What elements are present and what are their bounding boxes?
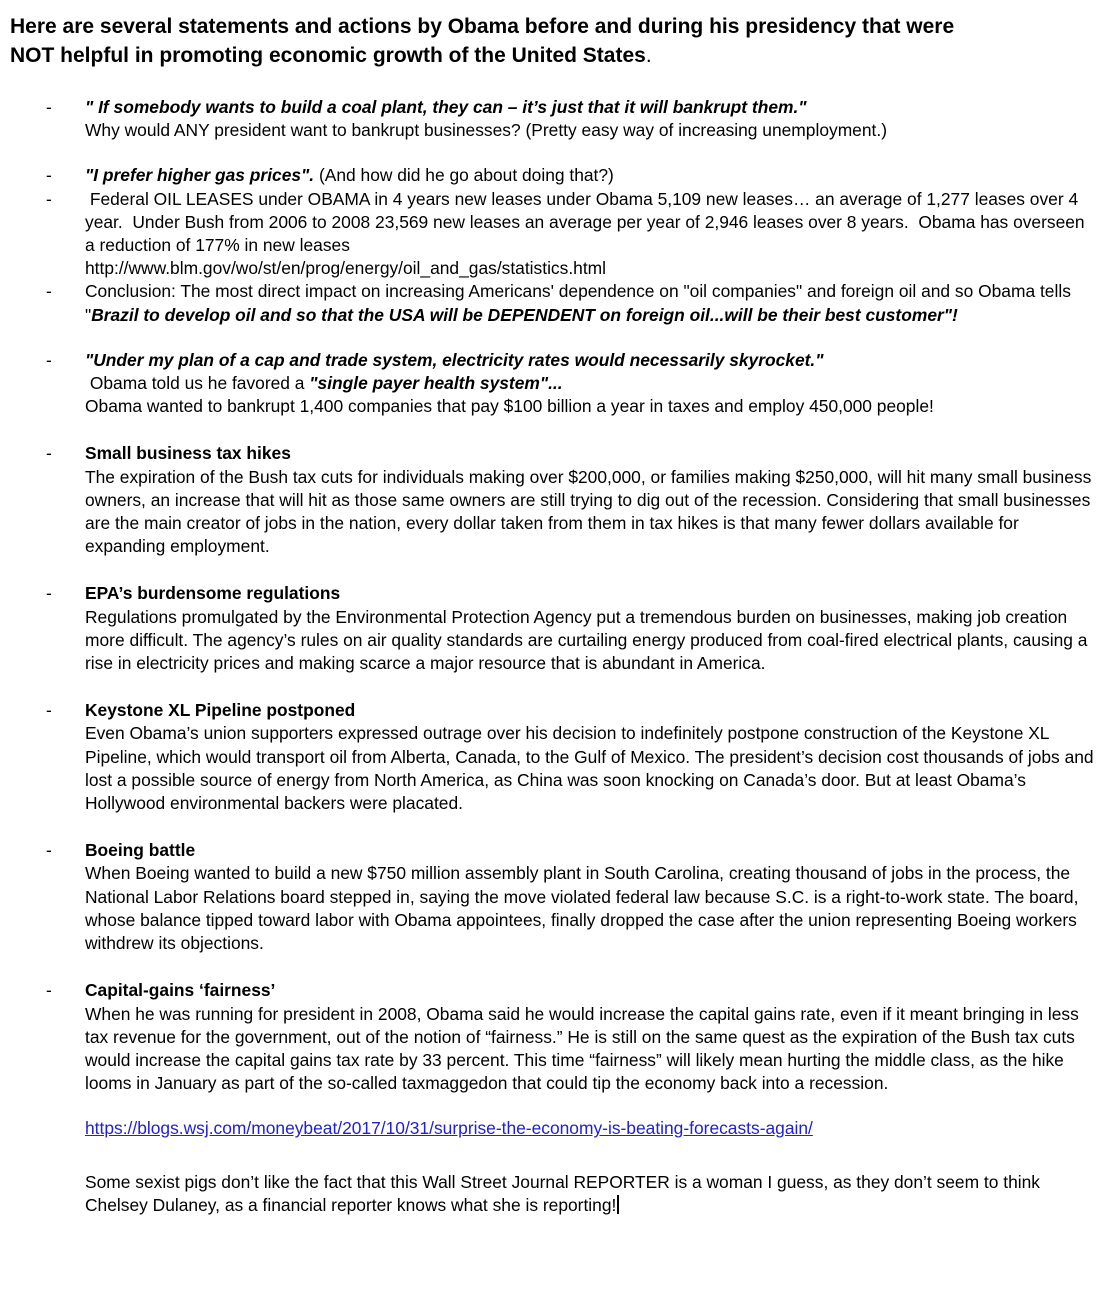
text-line [10, 41, 1094, 70]
text-run: . [645, 44, 652, 67]
closing-remark [0, 1171, 1094, 1217]
bullet-conclusion [0, 280, 1094, 326]
link-line [0, 1117, 1094, 1140]
text-line [10, 12, 1094, 41]
bullet-coal-plant-quote [0, 96, 1094, 142]
bullet-capital-gains [0, 979, 1094, 1095]
text-line [85, 119, 1094, 142]
text-run: NOT helpful in promoting economic growth of the United States [10, 44, 646, 67]
text-run: EPA’s burdensome regulations [85, 583, 341, 604]
text-line [85, 442, 1094, 465]
bullet-epa-regulations [0, 582, 1094, 675]
bullet-oil-leases [0, 188, 1094, 281]
text-line [85, 164, 1094, 187]
text-run: http://www.blm.gov/wo/st/en/prog/energy/oil_and_gas/statistics.html [85, 258, 607, 279]
text-run: "I prefer higher gas prices". [85, 165, 315, 186]
text-line [85, 466, 1097, 559]
bullet-small-business-tax-hikes [0, 442, 1097, 558]
text-run: Conclusion: The most direct impact on increasing Americans' dependence on "oil companies" and foreign oil and so Obama tells " [85, 281, 1076, 325]
text-run: Brazil to develop oil and so that the USA will be DEPENDENT on foreign oil...will be their best customer"! [91, 304, 958, 325]
text-run: Capital-gains ‘fairness’ [85, 980, 276, 1001]
text-line [85, 699, 1094, 722]
text-line [85, 395, 1094, 418]
text-run: Regulations promulgated by the Environmental Protection Agency put a tremendous burden on businesses, making job creation more difficult. The agency’s rules on air quality standards are curtailing energy produced from coal-fired electrical plants, causing a rise in electricity prices and making scarce a major resource that is abundant in America. [85, 606, 1093, 674]
text-line [85, 349, 1094, 372]
bullet-cap-and-trade [0, 349, 1094, 419]
text-run: Why would ANY president want to bankrupt businesses? (Pretty easy way of increasing unemployment.) [85, 120, 887, 141]
bullet-keystone-pipeline [0, 699, 1099, 815]
text-run: "single payer health system"... [309, 373, 563, 394]
text-line [85, 979, 1094, 1002]
text-line [85, 188, 1094, 258]
text-line [85, 582, 1094, 605]
text-line [85, 280, 1094, 326]
text-run: The expiration of the Bush tax cuts for individuals making over $200,000, or families making $250,000, will hit many small business owners, an increase that will hit as those same owners are still trying to dig out of the recession. Considering that small businesses are the main creator of jobs in the nation, every dollar taken from them in tax hikes is that many fewer dollars available for expanding employment. [85, 466, 1097, 557]
text-run: (And how did he go about doing that?) [314, 165, 614, 186]
bullet-boeing-battle [0, 839, 1094, 955]
bullet-marker: - [46, 840, 52, 861]
bullet-marker: - [46, 165, 52, 186]
text-run: Obama told us he favored a [85, 373, 310, 394]
text-run: Here are several statements and actions by Obama before and during his presidency that were [10, 15, 955, 38]
bullet-marker: - [46, 349, 52, 370]
text-run: Keystone XL Pipeline postponed [85, 700, 356, 721]
text-line [85, 1003, 1094, 1096]
text-run: "Under my plan of a cap and trade system, electricity rates would necessarily skyrocket." [85, 349, 824, 370]
bullet-marker: - [46, 188, 52, 209]
text-line [85, 839, 1094, 862]
bullet-marker: - [46, 583, 52, 604]
text-run: Even Obama’s union supporters expressed outrage over his decision to indefinitely postpone construction of the Keystone XL Pipeline, which would transport oil from Alberta, Canada, to the Gulf of Mexico. The president’s decision cost thousands of jobs and lost a possible source of energy from North America, as China was soon knocking on Canada’s door. But at least Obama’s Hollywood environmental backers were placated. [85, 723, 1099, 814]
text-run: Boeing battle [85, 840, 196, 861]
document-title [0, 12, 1094, 70]
text-cursor [617, 1195, 619, 1214]
bullet-marker: - [46, 700, 52, 721]
text-run: Obama wanted to bankrupt 1,400 companies that pay $100 billion a year in taxes and employ 450,000 people! [85, 396, 934, 417]
text-line [85, 96, 1094, 119]
text-run: When he was running for president in 2008, Obama said he would increase the capital gains rate, even if it meant bringing in less tax revenue for the government, out of the notion of “fairness.” He is still on the same quest as the expiration of the Bush tax cuts would increase the capital gains tax rate by 33 percent. This time “fairness” will likely mean hurting the middle class, as the hike looms in January as part of the so-called taxmaggedon that could tip the economy back into a recession. [85, 1003, 1084, 1094]
document-body [0, 12, 1099, 1217]
bullet-marker: - [46, 97, 52, 117]
text-line [85, 257, 1094, 280]
text-line [85, 862, 1094, 955]
text-run: Small business tax hikes [85, 443, 291, 464]
wsj-article-link[interactable]: https://blogs.wsj.com/moneybeat/2017/10/31/surprise-the-economy-is-beating-forecasts-again/ [85, 1118, 813, 1139]
bullet-marker: - [46, 443, 52, 464]
text-run: When Boeing wanted to build a new $750 million assembly plant in South Carolina, creating thousand of jobs in the process, the National Labor Relations board stepped in, saying the move violated federal law because S.C. is a right-to-work state. The board, whose balance tipped toward labor with Obama appointees, finally dropped the case after the union representing Boeing workers withdrew its objections. [85, 863, 1084, 954]
text-run: " If somebody wants to build a coal plant, they can – it’s just that it will bankrupt them." [85, 97, 807, 117]
bullet-gas-prices-quote [0, 164, 1094, 187]
text-line [85, 372, 1094, 395]
text-line [85, 606, 1094, 676]
text-run: Some sexist pigs don’t like the fact that this Wall Street Journal REPORTER is a woman I guess, as they don’t seem to think Chelsey Dulaney, as a financial reporter knows what she is reporting! [85, 1171, 1045, 1215]
bullet-marker: - [46, 281, 52, 302]
text-line [85, 722, 1099, 815]
text-run: Federal OIL LEASES under OBAMA in 4 years new leases under Obama 5,109 new leases… an average of 1,277 leases over 4 year. Under Bush from 2006 to 2008 23,569 new leases an average per year of 2,946 leases over 8 years. Obama has overseen a reduction of 177% in new leases [85, 188, 1090, 256]
bullet-marker: - [46, 980, 52, 1001]
